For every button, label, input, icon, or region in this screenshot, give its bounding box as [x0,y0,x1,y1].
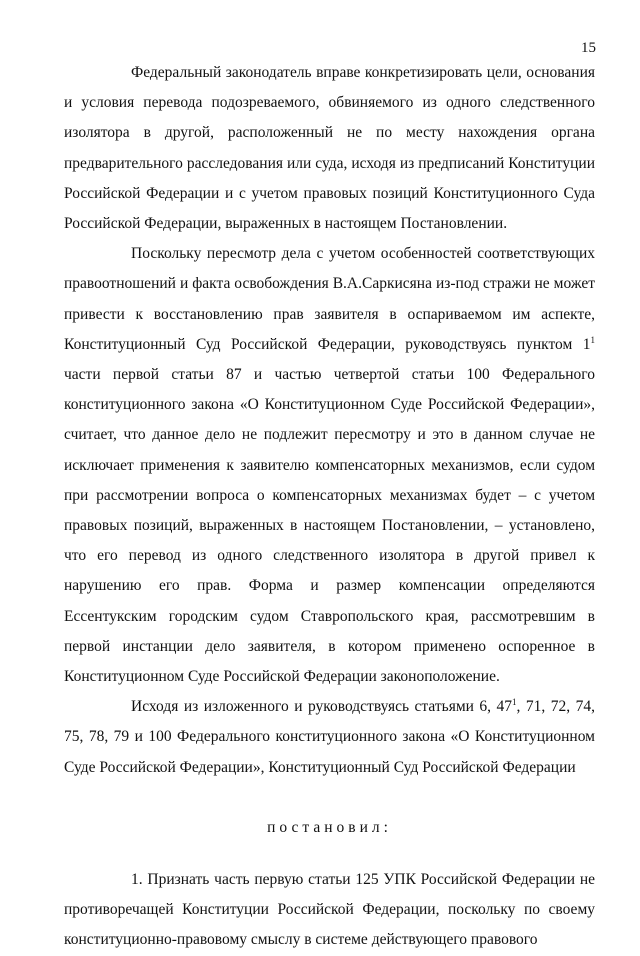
paragraph-3-superscript: 1 [512,697,517,708]
paragraph-3-part-a: Исходя из изложенного и руководствуясь статьями 6, 47 [131,698,513,716]
ruling-heading: постановил: [267,818,392,836]
document-body [64,58,595,956]
page-number: 15 [581,40,596,56]
paragraph-3-part-b: , 71, 72, 74, 75, 78, 79 и 100 Федерального конституционного закона «О Конституционном Суде Российской Федерации», Конституционный Суд Российской Федерации [64,698,596,776]
ruling-item-1: 1. Признать часть первую статьи 125 УПК Российской Федерации не противоречащей Конституции Российской Федерации, поскольку по своему конституционно-правовому смыслу в системе действующего правового [64,871,595,949]
paragraph-2-superscript: 1 [590,334,595,345]
paragraph-2 [64,239,595,692]
paragraph-1: Федеральный законодатель вправе конкретизировать цели, основания и условия перевода подозреваемого, обвиняемого из одного следственного изолятора в другой, расположенный не по месту нахождения органа предварительного расследования или суда, исходя из предписаний Конституции Российской Федерации и с учетом правовых позиций Конституционного Суда Российской Федерации, выраженных в настоящем Постановлении. [64,64,595,233]
paragraph-2-part-b: части первой статьи 87 и частью четвертой статьи 100 Федерального конституционного закона «О Конституционном Суде Российской Федерации», считает, что данное дело не подлежит пересмотру и это в данном случае не исключает применения к заявителю компенсаторных механизмов, если судом при рассмотрении вопроса о компенсаторных механизмах будет – с учетом правовых позиций, выраженных в настоящем Постановлении, – установлено, что его перевод из одного следственного изолятора в другой привел к нарушению его прав. Форма и размер компенсации определяются Ессентукским городским судом Ставропольского края, рассмотревшим в первой инстанции дело заявителя, в котором применено оспоренное в Конституционном Суде Российской Федерации законоположение. [64,366,595,686]
paragraph-3 [64,692,595,783]
paragraph-2-part-a: Поскольку пересмотр дела с учетом особенностей соответствующих правоотношений и факта освобождения В.А.Саркисяна из-под стражи не может привести к восстановлению прав заявителя в оспариваемом им аспекте, Конституционный Суд Российской Федерации, руководствуясь пунктом 1 [64,245,595,353]
